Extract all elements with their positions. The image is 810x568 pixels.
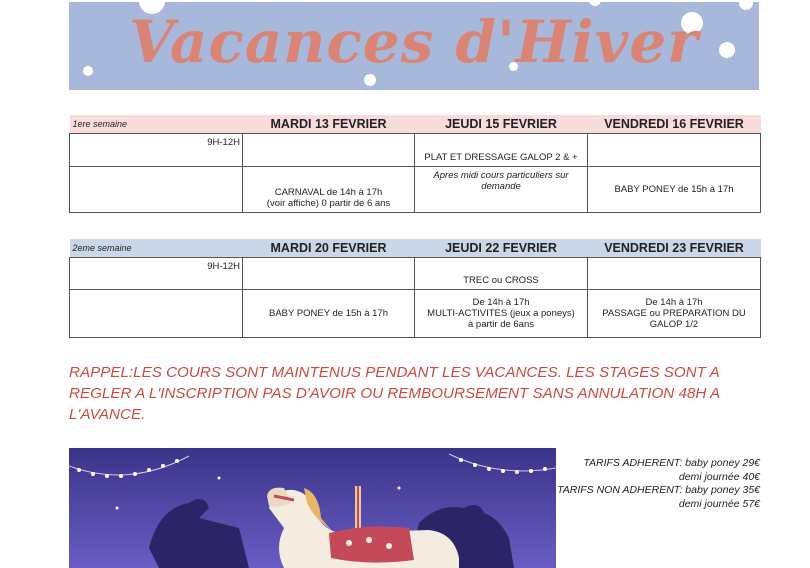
week-label: 1ere semaine — [70, 115, 243, 134]
time-cell: 9H-12H — [70, 258, 243, 290]
page-title: Vacances d'Hiver — [129, 8, 699, 76]
snow-dot — [589, 2, 601, 6]
activity-cell: CARNAVAL de 14h à 17h (voir affiche) 0 partir de 6 ans — [243, 167, 415, 213]
table-row — [70, 167, 761, 213]
time-cell: 9H-12H — [70, 134, 243, 167]
activity-cell: De 14h à 17h MULTI-ACTIVITES (jeux a poneys) à partir de 6ans — [415, 290, 588, 338]
time-cell — [70, 290, 243, 338]
tariff-line: TARIFS ADHERENT: baby poney 29€ — [583, 457, 760, 469]
activity-cell: Apres midi cours particuliers sur demande — [415, 167, 588, 213]
carousel-horse-icon — [69, 448, 556, 568]
day-header: JEUDI 15 FEVRIER — [415, 115, 588, 134]
activity-cell: BABY PONEY de 15h à 17h — [243, 290, 415, 338]
tariff-line: demi journée 40€ — [678, 470, 760, 483]
day-header: MARDI 20 FEVRIER — [243, 239, 415, 258]
table-row — [70, 258, 761, 290]
tariff-line: demi journée 57€ — [678, 497, 760, 510]
day-header: VENDREDI 23 FEVRIER — [588, 239, 761, 258]
header-banner — [69, 2, 759, 90]
schedule-table-week2 — [69, 239, 761, 338]
week-label: 2eme semaine — [70, 239, 243, 258]
day-header: JEUDI 22 FEVRIER — [415, 239, 588, 258]
activity-cell — [243, 134, 415, 167]
tariff-line: TARIFS NON ADHERENT: baby poney 35€ — [557, 484, 760, 497]
day-header: VENDREDI 16 FEVRIER — [588, 115, 761, 134]
activity-cell — [588, 134, 761, 167]
activity-cell — [243, 258, 415, 290]
carousel-illustration — [69, 448, 556, 568]
tariffs-block — [540, 457, 760, 511]
time-cell — [70, 167, 243, 213]
day-header: MARDI 13 FEVRIER — [243, 115, 415, 134]
activity-cell: TREC ou CROSS — [415, 258, 588, 290]
activity-cell: PLAT ET DRESSAGE GALOP 2 & + — [415, 134, 588, 167]
activity-cell: BABY PONEY de 15h à 17h — [588, 167, 761, 213]
activity-cell — [588, 258, 761, 290]
table-header-row — [70, 115, 761, 134]
activity-cell: De 14h à 17h PASSAGE ou PREPARATION DU GALOP 1/2 — [588, 290, 761, 338]
table-row — [70, 290, 761, 338]
table-row — [70, 134, 761, 167]
table-header-row — [70, 239, 761, 258]
schedule-table-week1 — [69, 115, 761, 213]
reminder-text: RAPPEL:LES COURS SONT MAINTENUS PENDANT LES VACANCES. LES STAGES SONT A REGLER A L'INSCRIPTION PAS D'AVOIR OU REMBOURSEMENT SANS ANNULATION 48H A L'AVANCE. — [69, 364, 720, 423]
